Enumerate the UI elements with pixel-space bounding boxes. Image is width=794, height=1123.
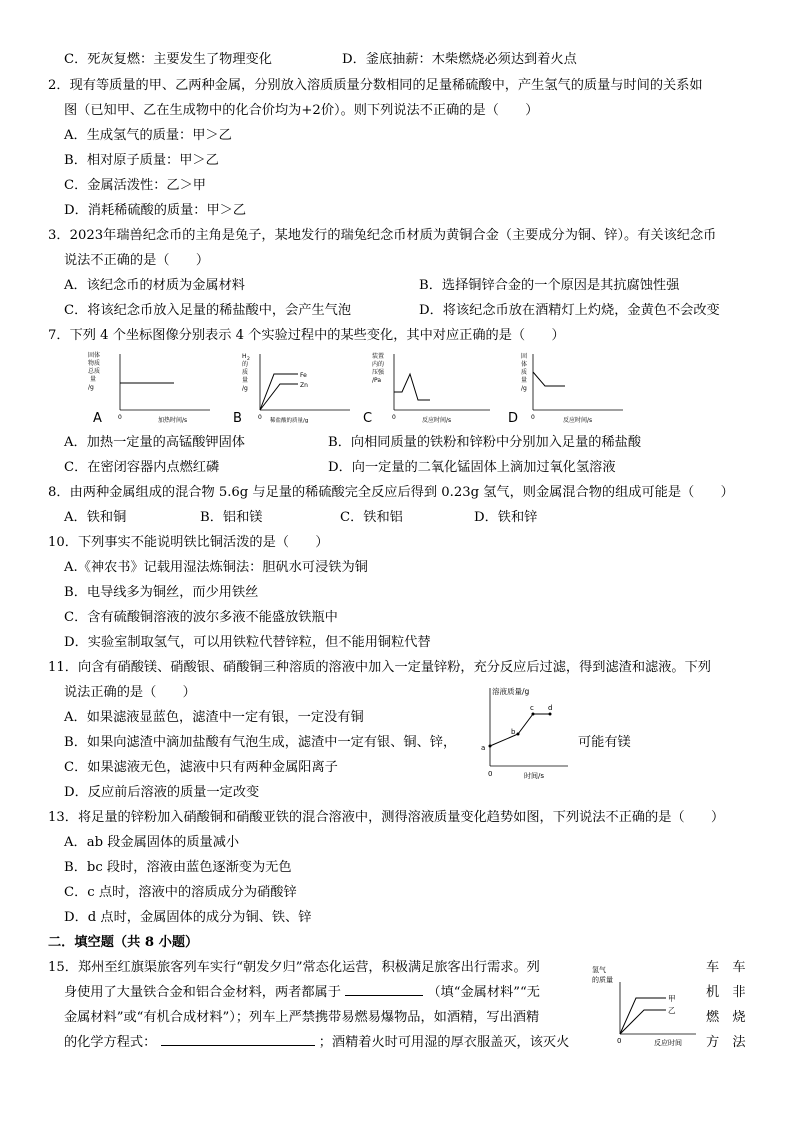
series-zn [260,384,298,410]
question-15-right: 燃 烧 [706,1010,746,1025]
q-option: B．相对原子质量：甲＞乙 [64,153,219,168]
q-option: D．铁和锌 [474,510,538,525]
svg-text:装置: 装置 [372,353,385,360]
graph-letter: B [233,411,242,426]
svg-text:b: b [511,728,516,736]
svg-text:内的: 内的 [372,361,385,368]
point-c [532,713,535,716]
series-line [533,372,565,386]
q-option: D．消耗稀硫酸的质量：甲＞乙 [64,203,247,218]
svg-text:质: 质 [242,369,249,376]
svg-text:的: 的 [242,361,249,368]
q-option: C．铁和铝 [340,510,403,525]
q-option: C．金属活泼性：乙＞甲 [64,178,206,193]
svg-text:H: H [242,353,247,360]
series-yi [620,1010,666,1034]
svg-text:/g: /g [521,385,527,392]
svg-text:体: 体 [521,361,528,368]
graph-solution-mass [478,684,578,784]
question-15-right: 方 法 [706,1035,746,1050]
svg-text:压强: 压强 [372,369,385,376]
svg-text:0: 0 [488,770,493,778]
q-option: B．铝和镁 [200,510,263,525]
svg-text:量: 量 [90,376,97,383]
q-option: C．含有硫酸铜溶液的波尔多液不能盛放铁瓶中 [64,610,338,625]
q-option: C．如果滤液无色，滤液中只有两种金属阳离子 [64,760,338,775]
question-15-stem: 身使用了大量铁合金和铝合金材料，两者都属于 （填“金属材料”“无 [64,985,540,1000]
question-3-stem: 3．2023年瑞兽纪念币的主角是兔子，某地发行的瑞兔纪念币材质为黄铜合金（主要成分为铜、锌）。有关该纪念币 [48,228,717,243]
svg-text:的质量: 的质量 [592,976,613,984]
question-3-stem: 说法不正确的是（ ） [64,253,210,268]
graph-letter: C [363,411,373,426]
svg-text:固体: 固体 [88,352,101,359]
q-option: A．ab 段金属固体的质量减小 [64,835,240,850]
svg-text:固: 固 [521,353,528,360]
q-option: C．将该纪念币放入足量的稀盐酸中，会产生气泡 [64,303,352,318]
svg-text:反应时间: 反应时间 [654,1039,682,1047]
svg-text:0: 0 [392,414,396,421]
q-option: B．向相同质量的铁粉和锌粉中分别加入足量的稀盐酸 [328,435,642,450]
svg-text:a: a [481,744,486,752]
q-option: D．釜底抽薪：木柴燃烧必须达到着火点 [342,52,577,67]
q-option: A．如果滤液显蓝色，滤渣中一定有银，一定没有铜 [64,710,364,725]
svg-text:甲: 甲 [668,994,676,1003]
graph-hydrogen-mass [592,962,702,1048]
svg-text:加热时间/s: 加热时间/s [158,417,188,424]
svg-text:物质: 物质 [88,360,101,367]
series-jia [620,998,666,1034]
svg-text:时间/s: 时间/s [524,772,545,780]
svg-text:0: 0 [531,414,535,421]
q-option: C．在密闭容器内点燃红磷 [64,460,220,475]
question-15-right: 车 车 [706,960,746,975]
question-15-stem: 15．郑州至红旗渠旅客列车实行“朝发夕归”常态化运营，积极满足旅客出行需求。列 [48,960,540,975]
svg-text:Zn: Zn [300,382,308,389]
svg-text:稀盐酸的质量/g: 稀盐酸的质量/g [270,418,309,424]
q-option: A．铁和铜 [64,510,127,525]
answer-blank[interactable] [161,1045,315,1046]
svg-text:量: 量 [242,377,249,384]
svg-text:/Pa: /Pa [372,377,382,384]
q-option: D．向一定量的二氧化锰固体上滴加过氧化氢溶液 [328,460,616,475]
question-11-stem: 11．向含有硝酸镁、硝酸银、硝酸铜三种溶质的溶液中加入一定量锌粉，充分反应后过滤，得到滤渣和滤液。下列 [48,660,711,675]
svg-text:0: 0 [118,414,122,421]
svg-text:0: 0 [617,1037,622,1045]
question-2-stem: 图（已知甲、乙在生成物中的化合价均为+2价）。则下列说法不正确的是（ ） [64,103,539,118]
q-option: A.《神农书》记载用湿法炼铜法：胆矾水可浸铁为铜 [64,560,368,575]
svg-text:反应时间/s: 反应时间/s [422,417,452,424]
svg-text:氢气: 氢气 [592,966,606,974]
q-option: B．电导线多为铜丝，而少用铁丝 [64,585,259,600]
svg-text:质: 质 [521,369,528,376]
q-option: B．如果向滤渣中滴加盐酸有气泡生成，滤渣中一定有银、铜、锌， [64,735,457,750]
svg-text:d: d [548,704,553,712]
q-option: C．死灰复燃：主要发生了物理变化 [64,52,272,67]
point-b [517,733,520,736]
q-option: D．反应前后溶液的质量一定改变 [64,785,260,800]
graph-d [505,352,635,430]
q-option: D．d 点时，金属固体的成分为铜、铁、锌 [64,910,312,925]
series-line [394,374,430,400]
svg-text:/g: /g [88,384,94,391]
q-option: D．将该纪念币放在酒精灯上灼烧，金黄色不会改变 [419,303,720,318]
svg-text:c: c [530,704,534,712]
graph-letter: D [508,411,519,426]
question-15-stem: 金属材料”或“有机合成材料”）；列车上严禁携带易燃易爆物品，如酒精，写出酒精 [64,1010,540,1025]
graph-letter: A [93,411,102,426]
svg-text:0: 0 [258,414,262,421]
svg-text:反应时间/s: 反应时间/s [563,417,593,424]
q-option: A．该纪念币的材质为金属材料 [64,278,245,293]
q-option: C．c 点时，溶液中的溶质成分为硝酸锌 [64,885,297,900]
question-8-stem: 8．由两种金属组成的混合物 5.6g 与足量的稀硫酸完全反应后得到 0.23g 氢气，则金属混合物的组成可能是（ ） [48,485,734,500]
question-13-stem: 13．将足量的锌粉加入硝酸铜和硝酸亚铁的混合溶液中，测得溶液质量变化趋势如图，下列说法不正确的是（ ） [48,810,725,825]
svg-text:总质: 总质 [88,368,101,375]
series-fe [260,374,298,410]
svg-text:量: 量 [521,377,528,384]
svg-text:/g: /g [242,385,248,392]
q-option: A．生成氢气的质量：甲＞乙 [64,128,232,143]
question-11-stem: 说法正确的是（ ） [64,685,196,700]
question-15-right: 机 非 [706,985,746,1000]
graph-c [360,352,500,430]
graph-a [88,352,218,430]
graph-b [230,352,360,430]
question-2-stem: 2．现有等质量的甲、乙两种金属，分别放入溶质质量分数相同的足量稀硫酸中，产生氢气的质量与时间的关系如 [48,78,703,93]
q-option: 可能有镁 [578,735,631,750]
q-option: B．选择铜锌合金的一个原因是其抗腐蚀性强 [419,278,680,293]
q-option: D．实验室制取氢气，可以用铁粒代替锌粒，但不能用铜粒代替 [64,635,431,650]
question-10-stem: 10．下列事实不能说明铁比铜活泼的是（ ） [48,535,329,550]
question-7-stem: 7．下列 4 个坐标图像分别表示 4 个实验过程中的某些变化，其中对应正确的是（ ） [48,328,565,343]
point-a [489,745,492,748]
svg-text:2: 2 [247,357,250,362]
q-option: B．bc 段时，溶液由蓝色逐渐变为无色 [64,860,292,875]
section-heading: 二．填空题（共 8 小题） [48,935,199,950]
answer-blank[interactable] [345,995,423,996]
svg-text:Fe: Fe [300,372,307,379]
series-line [490,714,550,746]
point-d [549,713,552,716]
question-15-stem: 的化学方程式： ；酒精着火时可用湿的厚衣服盖灭，该灭火 [64,1035,570,1050]
q-option: A．加热一定量的高锰酸钾固体 [64,435,245,450]
svg-text:溶液质量/g: 溶液质量/g [492,687,530,696]
svg-text:乙: 乙 [668,1006,676,1015]
